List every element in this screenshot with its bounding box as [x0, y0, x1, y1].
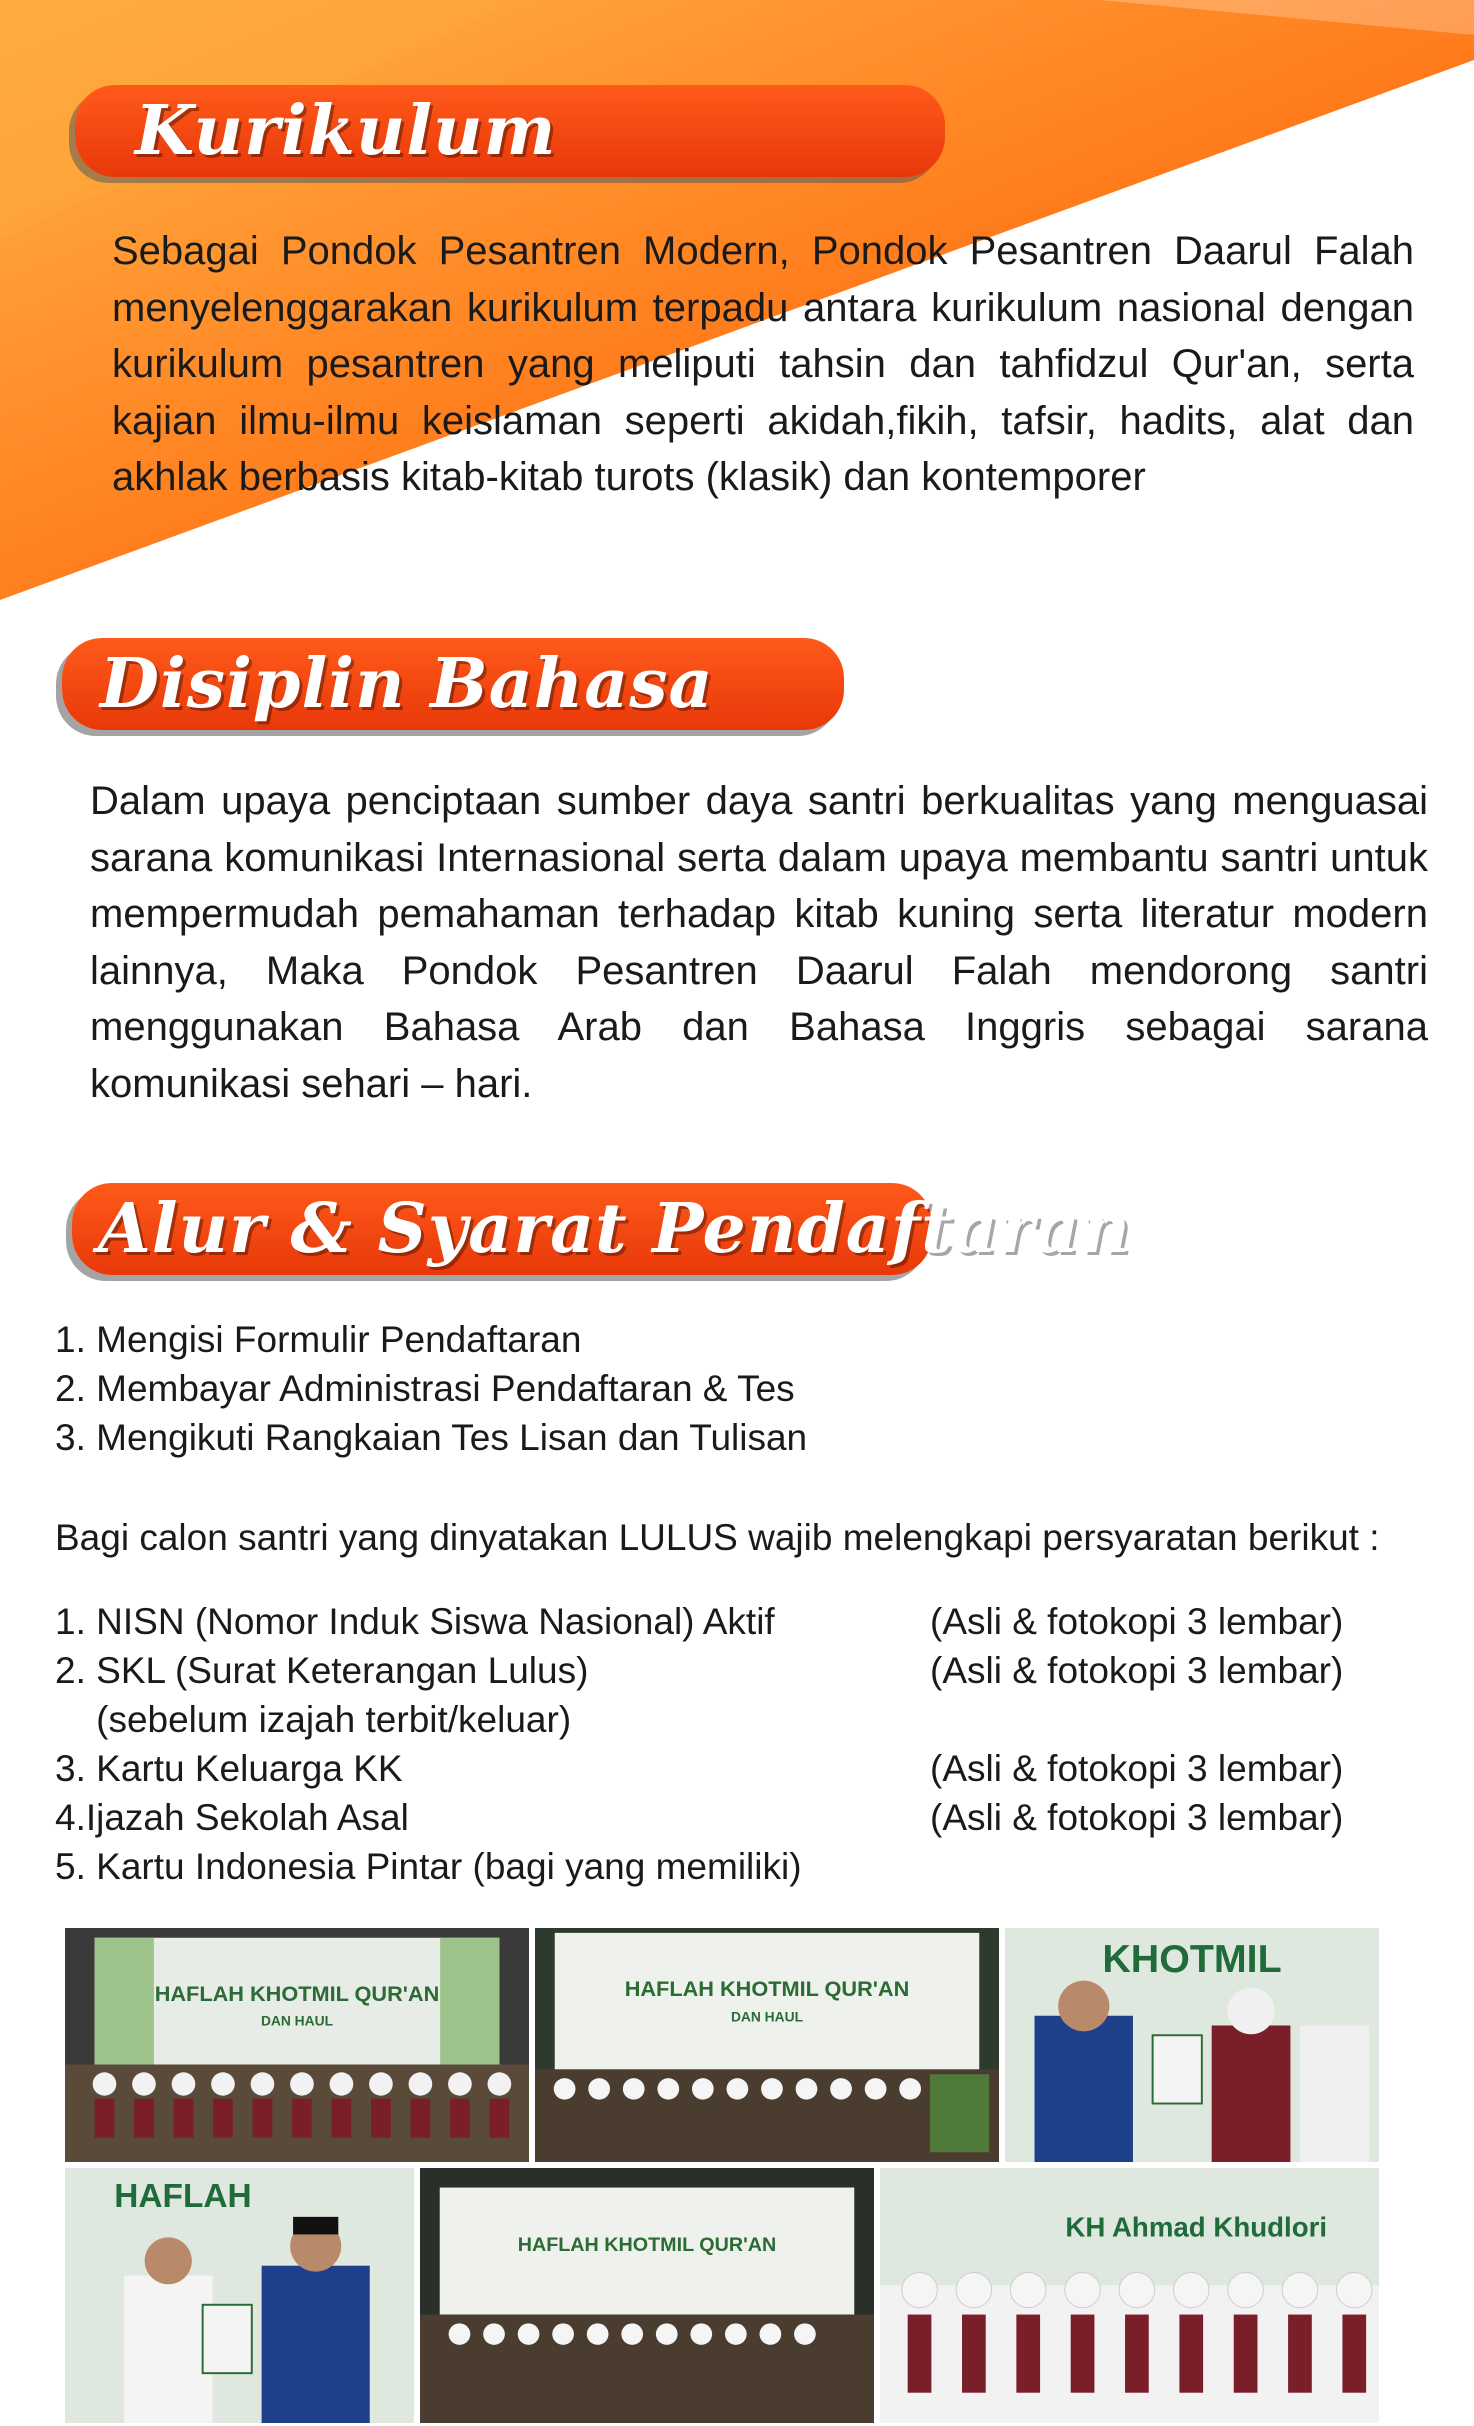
kurikulum-heading-pill [75, 85, 945, 177]
banner-text: KHOTMIL [1102, 1938, 1282, 1981]
requirement-row [55, 1842, 1415, 1891]
requirement-row [55, 1793, 1415, 1842]
step-item: 3. Mengikuti Rangkaian Tes Lisan dan Tulisan [55, 1417, 808, 1458]
photo-ceremony-4 [877, 2165, 1382, 2426]
step-item: 2. Membayar Administrasi Pendaftaran & Tes [55, 1368, 795, 1409]
step-item: 1. Mengisi Formulir Pendaftaran [55, 1319, 582, 1360]
bahasa-heading: Disiplin Bahasa [100, 644, 714, 724]
photo-ceremony-1 [62, 1925, 532, 2165]
banner-text: HAFLAH [114, 2178, 252, 2216]
requirement-row [55, 1695, 1415, 1744]
requirement-detail: (Asli & fotokopi 3 lembar) [930, 1601, 1344, 1642]
bahasa-paragraph: Dalam upaya penciptaan sumber daya santri berkualitas yang menguasai sarana komunikasi Internasional serta dalam upaya membantu santri untuk mempermudah pemahaman terhadap kitab kuning serta literatur modern lainnya, Maka Pondok Pesantren Daarul Falah mendorong santri menggunakan Bahasa Arab dan Bahasa Inggris sebagai sarana komunikasi sehari – hari. [90, 779, 1428, 1106]
requirement-item: 4.Ijazah Sekolah Asal [55, 1797, 409, 1838]
requirement-row [55, 1597, 1415, 1646]
pendaftaran-heading: Alur & Syarat Pendaftaran [98, 1189, 1131, 1269]
kurikulum-paragraph: Sebagai Pondok Pesantren Modern, Pondok Pesantren Daarul Falah menyelenggarakan kurikulum terpadu antara kurikulum nasional dengan kurikulum pesantren yang meliputi tahsin dan tahfidzul Qur'an, serta kajian ilmu-ilmu keislaman seperti akidah,fikih, tafsir, hadits, alat dan akhlak berbasis kitab-kitab turots (klasik) dan kontemporer [112, 229, 1414, 499]
photo-certificate-2 [62, 2165, 417, 2426]
requirement-item: 3. Kartu Keluarga KK [55, 1748, 403, 1789]
photo-certificate-1 [1002, 1925, 1382, 2165]
banner-text: KH Ahmad Khudlori [1065, 2211, 1328, 2243]
banner-text: HAFLAH KHOTMIL QUR'AN [624, 1976, 910, 2002]
requirement-detail: (Asli & fotokopi 3 lembar) [930, 1797, 1344, 1838]
requirement-row [55, 1646, 1415, 1695]
requirement-detail: (Asli & fotokopi 3 lembar) [930, 1748, 1344, 1789]
banner-text: HAFLAH KHOTMIL QUR'AN [517, 2234, 777, 2257]
requirement-row [55, 1744, 1415, 1793]
requirements-note: Bagi calon santri yang dinyatakan LULUS wajib melengkapi persyaratan berikut : [55, 1517, 1380, 1558]
registration-steps [55, 1315, 807, 1462]
banner-subtext: DAN HAUL [730, 2009, 804, 2025]
requirement-item: 1. NISN (Nomor Induk Siswa Nasional) Aktif [55, 1601, 775, 1642]
photo-ceremony-3 [417, 2165, 877, 2426]
pendaftaran-heading-pill [72, 1183, 1131, 1275]
banner-subtext: DAN HAUL [260, 2013, 334, 2029]
photo-ceremony-2 [532, 1925, 1002, 2165]
requirement-detail: (Asli & fotokopi 3 lembar) [930, 1650, 1344, 1691]
bahasa-heading-pill [62, 638, 844, 730]
requirement-item: (sebelum izajah terbit/keluar) [55, 1699, 572, 1740]
requirement-item: 2. SKL (Surat Keterangan Lulus) [55, 1650, 589, 1691]
requirement-item: 5. Kartu Indonesia Pintar (bagi yang memiliki) [55, 1846, 802, 1887]
banner-text: HAFLAH KHOTMIL QUR'AN [154, 1981, 440, 2007]
requirements-list [55, 1597, 1415, 1891]
kurikulum-heading: Kurikulum [135, 91, 557, 171]
